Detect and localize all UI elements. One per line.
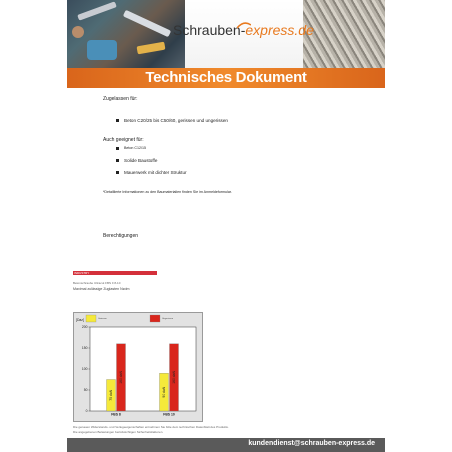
chart-frame — [73, 312, 203, 422]
section-tag: INDUSTRY — [73, 271, 157, 275]
footer-bar — [67, 438, 385, 452]
document-page — [67, 0, 385, 452]
legend-swatch — [86, 315, 96, 322]
footer-email[interactable]: kundendienst@schrauben-express.de — [248, 440, 375, 447]
tools-photo — [67, 0, 185, 68]
material-note: *Detaillierte Informationen zu den Baumaterialien finden Sie im Anmeldeformular. — [103, 190, 232, 194]
header-banner — [67, 0, 385, 68]
legend-swatch — [150, 315, 160, 322]
chart-caption: Betonschraube Ultracut FBS II 8-10 — [73, 281, 121, 285]
bullet-icon — [116, 159, 119, 162]
suitable-item: Beton C12/15 — [124, 146, 146, 150]
bullet-icon — [116, 171, 119, 174]
footnote: Die genauen Widerstands- und Verlegeeigenschaften entnehmen Sie bitte dem technischen Datenblatt des Produkts. — [73, 425, 229, 429]
permissions-heading: Berechtigungen — [103, 233, 139, 239]
suitable-item: Mauerwerk mit dichter Struktur — [124, 170, 187, 175]
plot-area — [90, 327, 196, 411]
brand-logo: Schrauben-express.de — [173, 22, 314, 38]
y-tick-label: 200 — [81, 325, 88, 330]
suitable-heading: Auch geeignet für: — [103, 137, 144, 143]
screws-photo — [303, 0, 385, 68]
suitable-item: Solide Baustoffe — [124, 158, 158, 163]
y-axis-label: [Daz] — [76, 318, 84, 322]
bar-value-label: 90 daN — [162, 386, 167, 398]
y-tick-label: 150 — [81, 346, 88, 351]
x-tick-label: FBS 8 — [111, 412, 121, 417]
swoosh-icon — [237, 22, 251, 30]
approved-heading: Zugelassen für: — [103, 96, 138, 102]
legend-label: Ungerissen — [162, 318, 174, 320]
page-title: Technisches Dokument — [145, 69, 307, 86]
legend-label: Gerissen — [98, 318, 107, 320]
title-bar — [67, 68, 385, 88]
bar-chart — [74, 313, 202, 421]
y-tick-label: 100 — [81, 367, 88, 372]
y-tick-label: 0 — [85, 409, 88, 414]
bar-value-label: 160 daN — [119, 370, 124, 384]
bullet-icon — [116, 147, 119, 150]
approved-item: Beton C20/25 bis C50/60, gerissen und ungerissen — [124, 118, 228, 123]
bar-value-label: 75 daN — [109, 389, 114, 401]
y-tick-label: 50 — [83, 388, 88, 393]
bullet-icon — [116, 119, 119, 122]
footnote: Die angegebenen Belastungen berücksichtigen Sicherheitsfaktoren. — [73, 430, 164, 434]
chart-caption: Maximal zulässige Zuglasten Nzdm — [73, 287, 130, 291]
bar-value-label: 160 daN — [172, 370, 177, 384]
x-tick-label: FBS 10 — [163, 412, 175, 417]
